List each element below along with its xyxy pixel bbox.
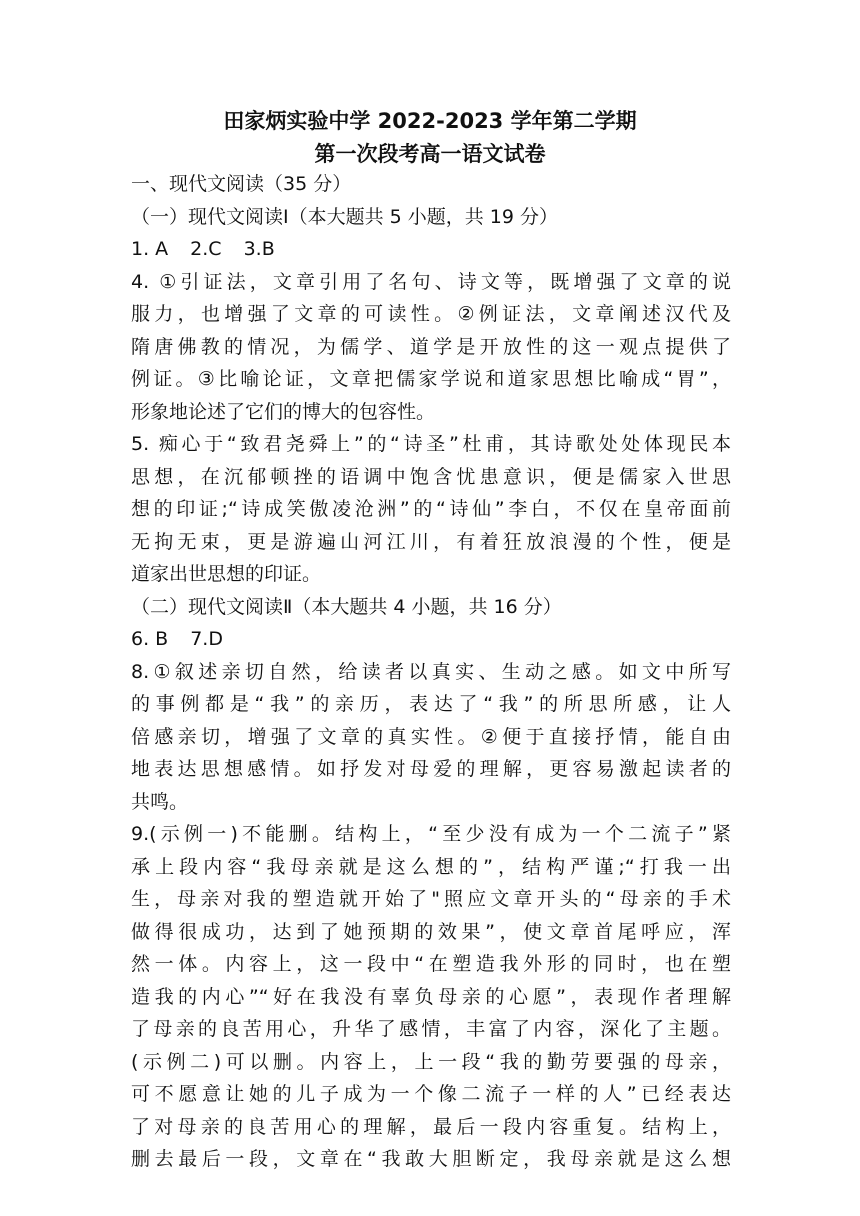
answer-q2: 2.C: [190, 238, 222, 260]
answer-q8-line: 共鸣。: [131, 790, 189, 813]
document-title-line2: 第一次段考高一语文试卷: [314, 142, 546, 166]
answer-q3: 3.B: [243, 238, 275, 260]
answer-q9-line: 然一体。内容上，这一段中“在塑造我外形的同时，也在塑: [131, 953, 731, 975]
part2-heading: （二）现代文阅读Ⅱ（本大题共 4 小题，共 16 分）: [131, 595, 562, 618]
answer-q8-line: 倍感亲切，增强了文章的真实性。②便于直接抒情，能自由: [131, 725, 731, 748]
answer-q5-line: 想的印证;“诗成笑傲凌沧洲”的“诗仙”李白，不仅在皇帝面前: [131, 498, 731, 520]
answer-q4-line: 例证。③比喻论证，文章把儒家学说和道家思想比喻成“胃”，: [131, 368, 731, 390]
answer-q5-line: 道家出世思想的印证。: [131, 563, 322, 585]
part1-choice-answers: [131, 233, 731, 266]
answer-q9-line: 了对母亲的良苦用心的理解，最后一段内容重复。结构上，: [131, 1115, 731, 1138]
answer-q9-line: 造我的内心”“好在我没有辜负母亲的心愿”，表现作者理解: [131, 985, 731, 1008]
answer-q9-line: 9.(示例一)不能删。结构上，“至少没有成为一个二流子”紧: [131, 823, 731, 845]
part1-heading: （一）现代文阅读Ⅰ（本大题共 5 小题，共 19 分）: [131, 205, 559, 228]
answer-q5-line: 思想，在沉郁顿挫的语调中饱含忧患意识，便是儒家入世思: [131, 465, 731, 488]
answer-q7: 7.D: [190, 628, 223, 650]
part2-choice-answers: [131, 623, 731, 656]
answer-q9-line: 删去最后一段，文章在“我敢大胆断定，我母亲就是这么想: [131, 1148, 731, 1170]
document-body: [131, 168, 731, 1176]
answer-q6: 6. B: [131, 628, 169, 650]
answer-q4-line: 4. ①引证法，文章引用了名句、诗文等，既增强了文章的说: [131, 270, 731, 293]
answer-q8-line: 地表达思想感情。如抒发对母爱的理解，更容易激起读者的: [131, 758, 731, 780]
answer-q8-line: 8.①叙述亲切自然，给读者以真实、生动之感。如文中所写: [131, 660, 731, 683]
answer-q1: 1. A: [131, 238, 169, 260]
answer-q9-line: 生，母亲对我的塑造就开始了"照应文章开头的“母亲的手术: [131, 888, 731, 910]
answer-q9-line: 承上段内容“我母亲就是这么想的”，结构严谨;“打我一出: [131, 855, 731, 878]
answer-q4-line: 服力，也增强了文章的可读性。②例证法，文章阐述汉代及: [131, 303, 731, 325]
answer-q9-line: (示例二)可以删。内容上，上一段“我的勤劳要强的母亲，: [131, 1050, 731, 1073]
section-heading: 一、现代文阅读（35 分）: [131, 173, 352, 195]
answer-q9-line: 做得很成功，达到了她预期的效果”，使文章首尾呼应，浑: [131, 920, 731, 943]
answer-q5-line: 无拘无束，更是游遍山河江川，有着狂放浪漫的个性，便是: [131, 530, 731, 553]
document-title-line1: 田家炳实验中学 2022-2023 学年第二学期: [223, 109, 637, 133]
answer-q5-line: 5. 痴心于“致君尧舜上”的“诗圣”杜甫，其诗歌处处体现民本: [131, 433, 731, 455]
answer-q9-line: 了母亲的良苦用心，升华了感情，丰富了内容，深化了主题。: [131, 1018, 731, 1040]
answer-q4-line: 形象地论述了它们的博大的包容性。: [131, 400, 436, 423]
answer-q4-line: 隋唐佛教的情况，为儒学、道学是开放性的这一观点提供了: [131, 335, 731, 358]
answer-q8-line: 的事例都是“我”的亲历，表达了“我”的所思所感，让人: [131, 693, 731, 715]
answer-q9-line: 可不愿意让她的儿子成为一个像二流子一样的人”已经表达: [131, 1083, 731, 1105]
